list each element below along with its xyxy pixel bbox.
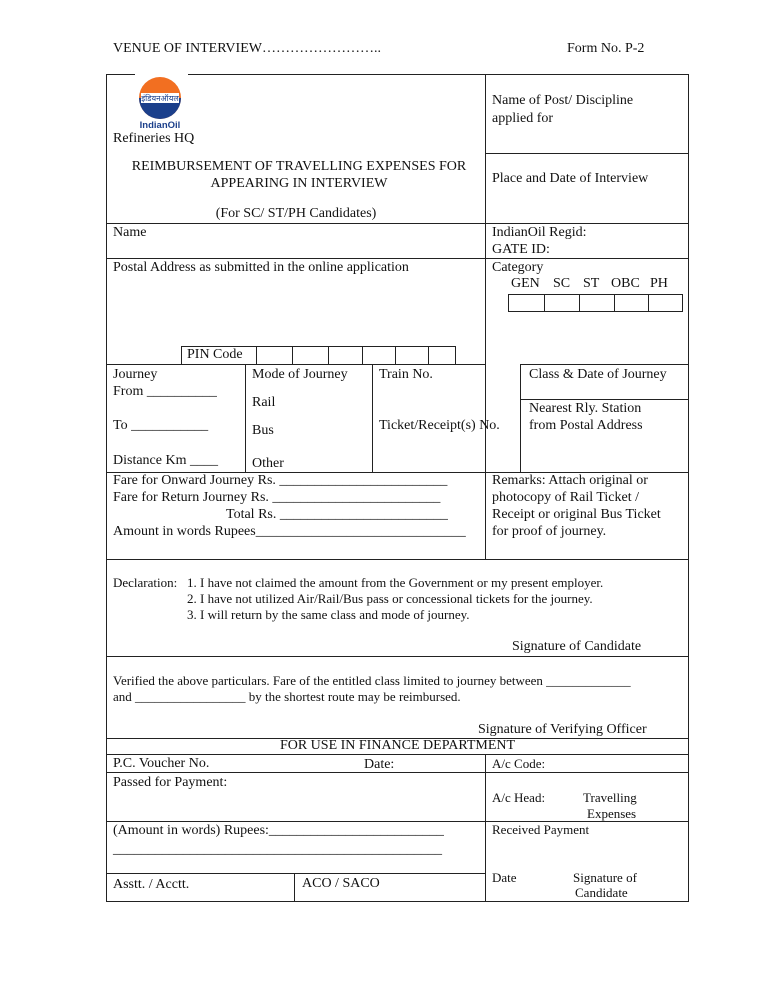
voucher-label: P.C. Voucher No. bbox=[113, 756, 210, 771]
category-label: Category bbox=[492, 260, 544, 275]
divider-journey-col1 bbox=[245, 364, 246, 472]
declaration-lead: Declaration: bbox=[113, 575, 178, 590]
frame-top-right bbox=[188, 74, 689, 75]
divider-address-top bbox=[106, 258, 689, 259]
form-subtitle: (For SC/ ST/PH Candidates) bbox=[215, 206, 377, 221]
fare-total: Total Rs. ________________________ bbox=[226, 507, 448, 522]
declaration-item-2: 2. I have not utilized Air/Rail/Bus pass or concessional tickets for the journey. bbox=[187, 591, 593, 606]
received-payment-label: Received Payment bbox=[492, 822, 590, 837]
name-label: Name bbox=[113, 225, 147, 240]
pin-digit-4[interactable] bbox=[362, 346, 396, 365]
journey-from: From __________ bbox=[113, 384, 217, 399]
pin-digit-5[interactable] bbox=[395, 346, 429, 365]
category-box-gen[interactable] bbox=[508, 294, 545, 312]
verifying-officer-signature: Signature of Verifying Officer bbox=[478, 722, 647, 737]
remarks-line3: Receipt or original Bus Ticket bbox=[492, 507, 661, 522]
remarks-line2: photocopy of Rail Ticket / bbox=[492, 490, 639, 505]
divider-post bbox=[485, 153, 689, 154]
logo-brand-text: IndianOil bbox=[139, 120, 181, 130]
divider-verify-top bbox=[106, 656, 689, 657]
category-obc: OBC bbox=[611, 276, 640, 291]
station-label-line1: Nearest Rly. Station bbox=[529, 401, 642, 416]
right-panel-divider bbox=[485, 74, 486, 472]
received-signature-line1: Signature of bbox=[573, 870, 637, 885]
mode-bus: Bus bbox=[252, 423, 274, 438]
class-date-label: Class & Date of Journey bbox=[529, 367, 667, 382]
divider-journey-col3 bbox=[520, 364, 521, 472]
category-sc: SC bbox=[553, 276, 571, 291]
amount-words-line2: _______________________________________________ bbox=[113, 842, 442, 857]
candidate-signature: Signature of Candidate bbox=[512, 639, 642, 654]
amount-words-label: (Amount in words) Rupees:_________________________ bbox=[113, 823, 444, 838]
address-label: Postal Address as submitted in the online application bbox=[113, 260, 409, 275]
place-date-label: Place and Date of Interview bbox=[492, 171, 649, 186]
venue-of-interview: VENUE OF INTERVIEW…………………….. bbox=[113, 41, 381, 56]
org-label: Refineries HQ bbox=[113, 131, 195, 146]
verify-line2: and _________________ by the shortest route may be reimbursed. bbox=[113, 689, 461, 704]
divider-voucher bbox=[106, 772, 689, 773]
category-box-sc[interactable] bbox=[544, 294, 580, 312]
received-date-label: Date bbox=[492, 870, 517, 885]
frame-right bbox=[688, 74, 689, 902]
remarks-line1: Remarks: Attach original or bbox=[492, 473, 648, 488]
pin-digit-6[interactable] bbox=[428, 346, 456, 365]
remarks-line4: for proof of journey. bbox=[492, 524, 607, 539]
ac-head-value-line2: Expenses bbox=[587, 806, 637, 821]
mode-label: Mode of Journey bbox=[252, 367, 348, 382]
divider-declaration-top bbox=[106, 559, 689, 560]
station-label-line2: from Postal Address bbox=[529, 418, 643, 433]
divider-journey-top-right bbox=[520, 364, 689, 365]
ac-head-label: A/c Head: bbox=[492, 790, 546, 805]
logo-hindi-text: इंडियनऑयल bbox=[141, 94, 179, 103]
category-gen: GEN bbox=[511, 276, 540, 291]
mode-rail: Rail bbox=[252, 395, 276, 410]
post-label-line2: applied for bbox=[492, 111, 554, 126]
post-label-line1: Name of Post/ Discipline bbox=[492, 93, 634, 108]
form-number: Form No. P-2 bbox=[567, 41, 645, 56]
aco-saco-label: ACO / SACO bbox=[302, 876, 380, 891]
received-signature-line2: Candidate bbox=[575, 885, 628, 900]
passed-payment-label: Passed for Payment: bbox=[113, 775, 228, 790]
mode-other: Other bbox=[252, 456, 284, 471]
category-box-st[interactable] bbox=[579, 294, 615, 312]
form-title-line1: REIMBURSEMENT OF TRAVELLING EXPENSES FOR bbox=[131, 159, 467, 174]
indianoil-logo bbox=[136, 76, 184, 130]
fare-onward: Fare for Onward Journey Rs. ________________________ bbox=[113, 473, 448, 488]
journey-to: To ___________ bbox=[113, 418, 209, 433]
divider-journey-col2 bbox=[372, 364, 373, 472]
journey-label: Journey bbox=[113, 367, 158, 382]
declaration-item-3: 3. I will return by the same class and mode of journey. bbox=[187, 607, 470, 622]
verify-line1: Verified the above particulars. Fare of the entitled class limited to journey between _____________ bbox=[113, 673, 631, 688]
pin-digit-3[interactable] bbox=[328, 346, 363, 365]
form-title-line2: APPEARING IN INTERVIEW bbox=[210, 176, 388, 191]
ticket-no-label: Ticket/Receipt(s) No. bbox=[379, 418, 500, 433]
divider-name-top bbox=[106, 223, 689, 224]
divider-fare-remarks bbox=[485, 472, 486, 559]
category-st: ST bbox=[583, 276, 600, 291]
frame-bottom bbox=[106, 901, 689, 902]
finance-heading: FOR USE IN FINANCE DEPARTMENT bbox=[279, 738, 516, 753]
category-box-obc[interactable] bbox=[614, 294, 649, 312]
divider-journey-top-left bbox=[106, 364, 486, 365]
gate-id-label: GATE ID: bbox=[492, 242, 550, 257]
category-box-ph[interactable] bbox=[648, 294, 683, 312]
divider-class-date bbox=[520, 399, 689, 400]
regid-label: IndianOil Regid: bbox=[492, 225, 587, 240]
divider-finance-heading bbox=[106, 754, 689, 755]
divider-asstt-aco bbox=[294, 873, 295, 902]
pin-digit-2[interactable] bbox=[292, 346, 329, 365]
journey-distance: Distance Km ____ bbox=[113, 453, 218, 468]
ac-head-value-line1: Travelling bbox=[583, 790, 637, 805]
category-ph: PH bbox=[650, 276, 668, 291]
ac-code-label: A/c Code: bbox=[492, 756, 546, 771]
pin-digit-1[interactable] bbox=[256, 346, 293, 365]
declaration-item-1: 1. I have not claimed the amount from the Government or my present employer. bbox=[187, 575, 604, 590]
train-no-label: Train No. bbox=[379, 367, 433, 382]
frame-top-left bbox=[106, 74, 135, 75]
finance-date-label: Date: bbox=[364, 757, 395, 772]
fare-return: Fare for Return Journey Rs. ________________________ bbox=[113, 490, 441, 505]
asstt-acctt-label: Asstt. / Acctt. bbox=[113, 877, 190, 892]
divider-asstt bbox=[106, 873, 486, 874]
divider-finance-col bbox=[485, 754, 486, 902]
divider-amount bbox=[106, 821, 689, 822]
frame-left bbox=[106, 74, 107, 902]
pin-label: PIN Code bbox=[187, 347, 243, 362]
fare-amount-words: Amount in words Rupees______________________________ bbox=[113, 524, 466, 539]
